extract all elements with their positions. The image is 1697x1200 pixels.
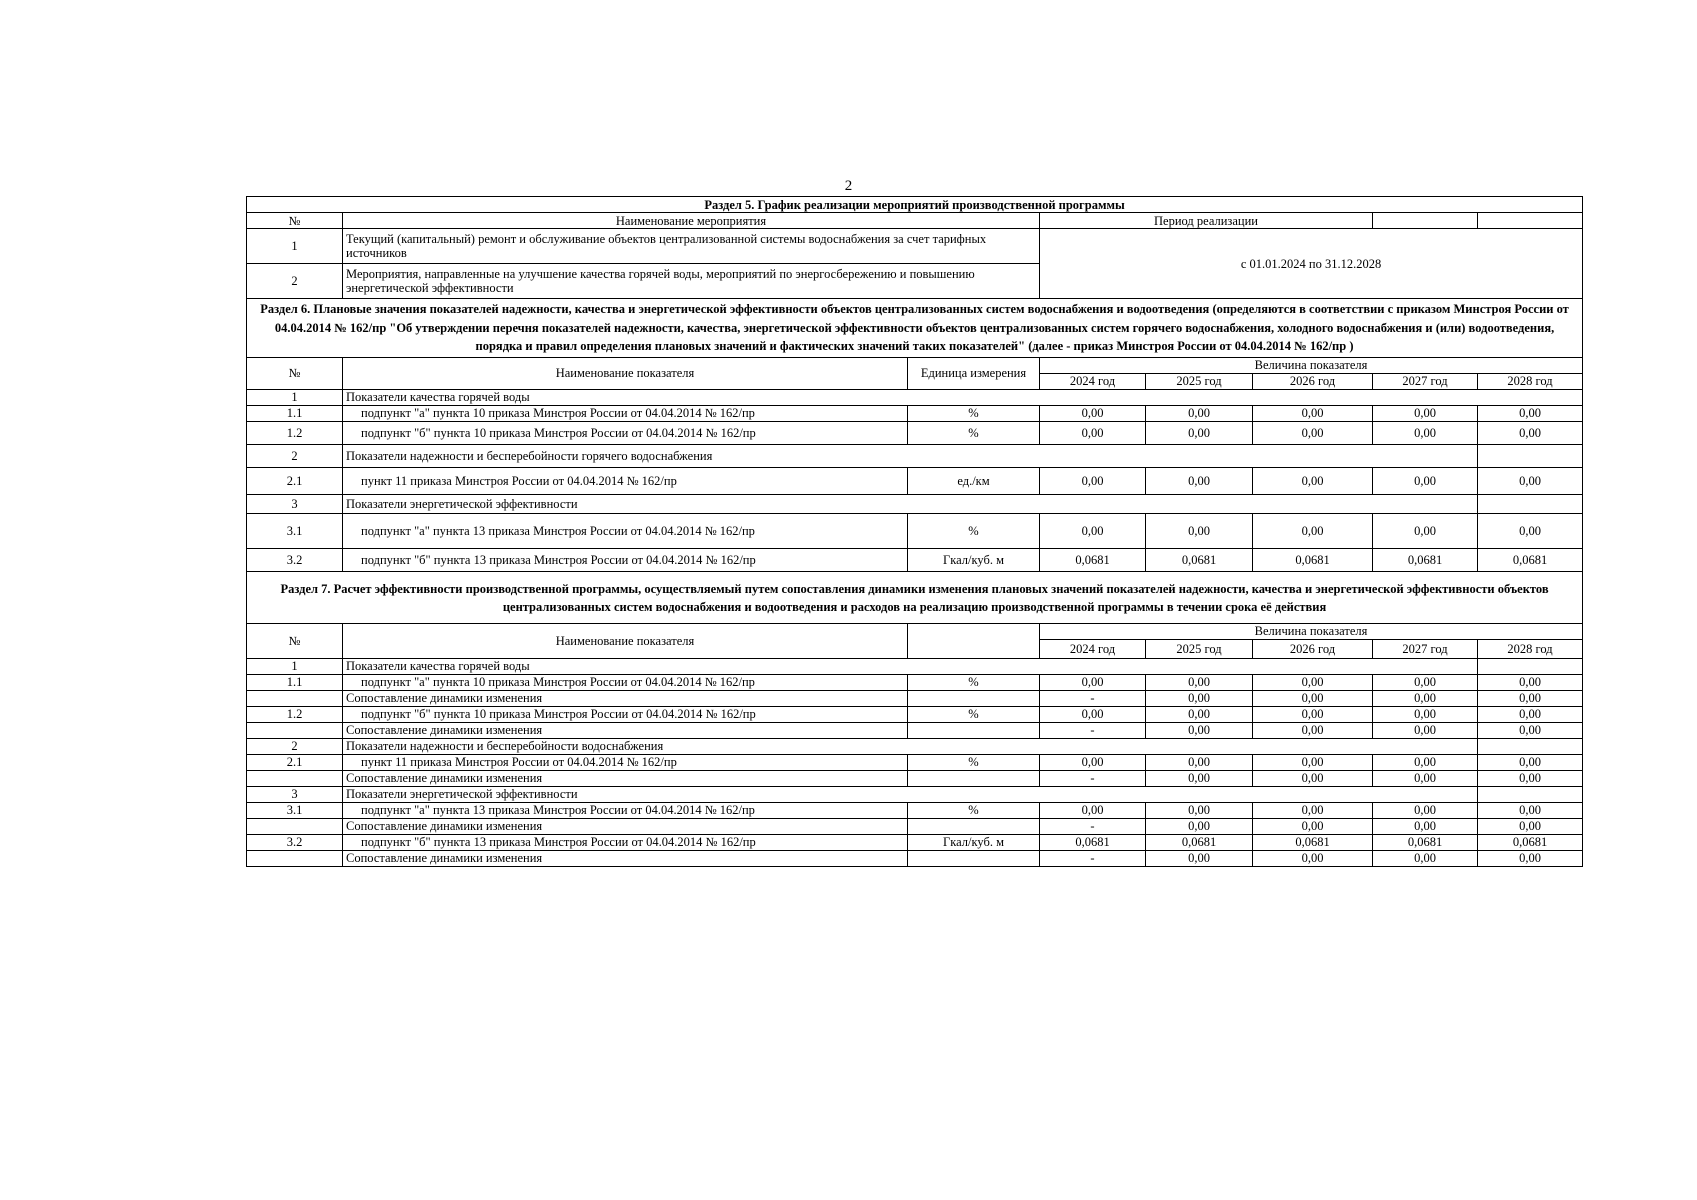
row-num: 3.1 bbox=[247, 802, 343, 818]
dyn-2026: 0,00 bbox=[1253, 818, 1373, 834]
dyn-2028: 0,00 bbox=[1478, 818, 1583, 834]
row-name: подпункт "б" пункта 13 приказа Минстроя России от 04.04.2014 № 162/пр bbox=[343, 834, 908, 850]
section7-row-1-2 bbox=[247, 706, 1583, 722]
section6-header-name: Наименование показателя bbox=[343, 357, 908, 389]
row-num-empty bbox=[247, 850, 343, 866]
dyn-2025: 0,00 bbox=[1146, 850, 1253, 866]
dynamics-label: Сопоставление динамики изменения bbox=[343, 818, 908, 834]
dyn-2027: 0,00 bbox=[1373, 722, 1478, 738]
value-2028: 0,00 bbox=[1478, 674, 1583, 690]
dyn-2026: 0,00 bbox=[1253, 850, 1373, 866]
row-name: пункт 11 приказа Минстроя России от 04.04.2014 № 162/пр bbox=[343, 754, 908, 770]
section6-group-1 bbox=[247, 389, 1583, 405]
value-2024: 0,00 bbox=[1040, 467, 1146, 494]
value-2026: 0,00 bbox=[1253, 405, 1373, 421]
dyn-2026: 0,00 bbox=[1253, 690, 1373, 706]
section7-row-2-1 bbox=[247, 754, 1583, 770]
dyn-2024: - bbox=[1040, 818, 1146, 834]
row-num: 2.1 bbox=[247, 467, 343, 494]
value-2026: 0,0681 bbox=[1253, 834, 1373, 850]
value-2024: 0,00 bbox=[1040, 802, 1146, 818]
row-num: 1.2 bbox=[247, 421, 343, 444]
row-num-empty bbox=[247, 818, 343, 834]
section5-row-num: 1 bbox=[247, 229, 343, 264]
section6-header-row-1 bbox=[247, 357, 1583, 373]
dyn-2025: 0,00 bbox=[1146, 722, 1253, 738]
section5-header-name: Наименование мероприятия bbox=[343, 213, 1040, 229]
row-name: подпункт "б" пункта 10 приказа Минстроя России от 04.04.2014 № 162/пр bbox=[343, 706, 908, 722]
dynamics-label: Сопоставление динамики изменения bbox=[343, 850, 908, 866]
value-2027: 0,00 bbox=[1373, 421, 1478, 444]
section7-row-1-1 bbox=[247, 674, 1583, 690]
dyn-2024: - bbox=[1040, 770, 1146, 786]
section7-header-unit-empty bbox=[908, 623, 1040, 658]
value-2028: 0,0681 bbox=[1478, 548, 1583, 571]
section5-header-period: Период реализации bbox=[1040, 213, 1373, 229]
section6-row-3-1 bbox=[247, 513, 1583, 548]
value-2027: 0,00 bbox=[1373, 513, 1478, 548]
value-2025: 0,0681 bbox=[1146, 834, 1253, 850]
row-unit: % bbox=[908, 405, 1040, 421]
value-2027: 0,0681 bbox=[1373, 834, 1478, 850]
row-unit: % bbox=[908, 421, 1040, 444]
dyn-2027: 0,00 bbox=[1373, 770, 1478, 786]
value-2028: 0,00 bbox=[1478, 405, 1583, 421]
row-num-empty bbox=[247, 690, 343, 706]
value-2027: 0,00 bbox=[1373, 754, 1478, 770]
section5-period-value: с 01.01.2024 по 31.12.2028 bbox=[1040, 229, 1583, 299]
value-2024: 0,00 bbox=[1040, 513, 1146, 548]
section5-row-name: Текущий (капитальный) ремонт и обслуживание объектов централизованной системы водоснабжения за счет тарифных источников bbox=[343, 229, 1040, 264]
value-2024: 0,00 bbox=[1040, 706, 1146, 722]
row-unit: % bbox=[908, 674, 1040, 690]
dynamics-label: Сопоставление динамики изменения bbox=[343, 722, 908, 738]
row-unit: % bbox=[908, 754, 1040, 770]
value-2024: 0,00 bbox=[1040, 674, 1146, 690]
group-empty bbox=[1478, 786, 1583, 802]
section5-header-num: № bbox=[247, 213, 343, 229]
section6-title: Раздел 6. Плановые значения показателей надежности, качества и энергетической эффективности объектов централизованных систем водоснабжения и водоотведения (определяются в соответствии с приказом Минстроя России от 04.04.2014 № 162/пр "Об утверждении перечня показателей надежности, качества, энергетической эффективности объектов централизованных систем горячего водоснабжения, холодного водоснабжения и (или) водоотведения, порядка и правил определения плановых значений и фактических значений таких показателей" (далее - приказ Минстроя России от 04.04.2014 № 162/пр ) bbox=[247, 299, 1583, 358]
row-name: подпункт "а" пункта 13 приказа Минстроя России от 04.04.2014 № 162/пр bbox=[343, 513, 908, 548]
row-unit: % bbox=[908, 513, 1040, 548]
row-num-empty bbox=[247, 722, 343, 738]
value-2027: 0,0681 bbox=[1373, 548, 1478, 571]
group-name: Показатели качества горячей воды bbox=[343, 658, 1478, 674]
value-2026: 0,00 bbox=[1253, 674, 1373, 690]
value-2025: 0,00 bbox=[1146, 467, 1253, 494]
section7-dyn-1-1 bbox=[247, 690, 1583, 706]
value-2026: 0,00 bbox=[1253, 467, 1373, 494]
group-num: 2 bbox=[247, 738, 343, 754]
group-name: Показатели надежности и бесперебойности водоснабжения bbox=[343, 738, 1478, 754]
row-num-empty bbox=[247, 770, 343, 786]
value-2025: 0,00 bbox=[1146, 513, 1253, 548]
row-unit-empty bbox=[908, 690, 1040, 706]
value-2024: 0,0681 bbox=[1040, 548, 1146, 571]
section6-year-2025: 2025 год bbox=[1146, 373, 1253, 389]
section5-title-row bbox=[247, 197, 1583, 213]
value-2025: 0,00 bbox=[1146, 706, 1253, 722]
section7-group-1 bbox=[247, 658, 1583, 674]
group-empty bbox=[1478, 494, 1583, 513]
section6-row-3-2 bbox=[247, 548, 1583, 571]
section7-header-value: Величина показателя bbox=[1040, 623, 1583, 639]
section7-year-2024: 2024 год bbox=[1040, 639, 1146, 658]
value-2028: 0,00 bbox=[1478, 802, 1583, 818]
row-unit: ед./км bbox=[908, 467, 1040, 494]
dyn-2028: 0,00 bbox=[1478, 690, 1583, 706]
section7-row-3-1 bbox=[247, 802, 1583, 818]
row-name: подпункт "а" пункта 13 приказа Минстроя России от 04.04.2014 № 162/пр bbox=[343, 802, 908, 818]
section7-header-row-1 bbox=[247, 623, 1583, 639]
value-2025: 0,00 bbox=[1146, 421, 1253, 444]
section5-header-empty-2 bbox=[1478, 213, 1583, 229]
section6-header-unit: Единица измерения bbox=[908, 357, 1040, 389]
row-unit-empty bbox=[908, 818, 1040, 834]
value-2026: 0,00 bbox=[1253, 754, 1373, 770]
section6-group-3 bbox=[247, 494, 1583, 513]
row-name: подпункт "б" пункта 13 приказа Минстроя России от 04.04.2014 № 162/пр bbox=[343, 548, 908, 571]
section7-row-3-2 bbox=[247, 834, 1583, 850]
value-2028: 0,00 bbox=[1478, 513, 1583, 548]
group-name: Показатели энергетической эффективности bbox=[343, 786, 1478, 802]
value-2027: 0,00 bbox=[1373, 674, 1478, 690]
section7-title: Раздел 7. Расчет эффективности производственной программы, осуществляемый путем сопоставления динамики изменения плановых значений показателей надежности, качества и энергетической эффективности объектов централизованных систем водоснабжения и водоотведения и расходов на реализацию производственной программы в течении срока её действия bbox=[247, 571, 1583, 623]
section6-row-2-1 bbox=[247, 467, 1583, 494]
dyn-2024: - bbox=[1040, 722, 1146, 738]
row-name: пункт 11 приказа Минстроя России от 04.04.2014 № 162/пр bbox=[343, 467, 908, 494]
section6-title-row bbox=[247, 299, 1583, 358]
group-empty bbox=[1478, 658, 1583, 674]
value-2025: 0,0681 bbox=[1146, 548, 1253, 571]
group-num: 2 bbox=[247, 444, 343, 467]
row-unit: Гкал/куб. м bbox=[908, 834, 1040, 850]
section7-dyn-3-2 bbox=[247, 850, 1583, 866]
group-name: Показатели надежности и бесперебойности горячего водоснабжения bbox=[343, 444, 1478, 467]
row-name: подпункт "б" пункта 10 приказа Минстроя России от 04.04.2014 № 162/пр bbox=[343, 421, 908, 444]
row-unit: % bbox=[908, 802, 1040, 818]
dyn-2025: 0,00 bbox=[1146, 818, 1253, 834]
group-name: Показатели энергетической эффективности bbox=[343, 494, 1478, 513]
dyn-2025: 0,00 bbox=[1146, 770, 1253, 786]
row-name: подпункт "а" пункта 10 приказа Минстроя России от 04.04.2014 № 162/пр bbox=[343, 674, 908, 690]
value-2027: 0,00 bbox=[1373, 802, 1478, 818]
value-2026: 0,00 bbox=[1253, 421, 1373, 444]
row-unit: % bbox=[908, 706, 1040, 722]
dyn-2024: - bbox=[1040, 850, 1146, 866]
value-2028: 0,00 bbox=[1478, 754, 1583, 770]
value-2028: 0,0681 bbox=[1478, 834, 1583, 850]
section7-year-2025: 2025 год bbox=[1146, 639, 1253, 658]
row-name: подпункт "а" пункта 10 приказа Минстроя России от 04.04.2014 № 162/пр bbox=[343, 405, 908, 421]
row-unit-empty bbox=[908, 850, 1040, 866]
section7-group-3 bbox=[247, 786, 1583, 802]
dyn-2028: 0,00 bbox=[1478, 850, 1583, 866]
section5-row-name: Мероприятия, направленные на улучшение качества горячей воды, мероприятий по энергосбережению и повышению энергетической эффективности bbox=[343, 264, 1040, 299]
section6-year-2026: 2026 год bbox=[1253, 373, 1373, 389]
row-num: 3.2 bbox=[247, 548, 343, 571]
row-num: 1.1 bbox=[247, 405, 343, 421]
section5-header-empty-1 bbox=[1373, 213, 1478, 229]
section6-year-2027: 2027 год bbox=[1373, 373, 1478, 389]
dyn-2025: 0,00 bbox=[1146, 690, 1253, 706]
row-unit: Гкал/куб. м bbox=[908, 548, 1040, 571]
value-2026: 0,00 bbox=[1253, 706, 1373, 722]
section5-row-num: 2 bbox=[247, 264, 343, 299]
value-2026: 0,0681 bbox=[1253, 548, 1373, 571]
dyn-2027: 0,00 bbox=[1373, 850, 1478, 866]
section7-year-2027: 2027 год bbox=[1373, 639, 1478, 658]
value-2025: 0,00 bbox=[1146, 674, 1253, 690]
section5-title: Раздел 5. График реализации мероприятий производственной программы bbox=[247, 197, 1583, 213]
section5-row-1 bbox=[247, 229, 1583, 264]
section6-year-2028: 2028 год bbox=[1478, 373, 1583, 389]
section7-dyn-1-2 bbox=[247, 722, 1583, 738]
section6-row-1-1 bbox=[247, 405, 1583, 421]
group-empty bbox=[1478, 444, 1583, 467]
group-empty bbox=[1478, 738, 1583, 754]
value-2025: 0,00 bbox=[1146, 405, 1253, 421]
section7-header-name: Наименование показателя bbox=[343, 623, 908, 658]
section6-group-2 bbox=[247, 444, 1583, 467]
dynamics-label: Сопоставление динамики изменения bbox=[343, 770, 908, 786]
row-unit-empty bbox=[908, 770, 1040, 786]
group-num: 1 bbox=[247, 389, 343, 405]
group-num: 1 bbox=[247, 658, 343, 674]
dyn-2026: 0,00 bbox=[1253, 722, 1373, 738]
section7-header-num: № bbox=[247, 623, 343, 658]
value-2024: 0,00 bbox=[1040, 421, 1146, 444]
row-num: 1.1 bbox=[247, 674, 343, 690]
section7-year-2028: 2028 год bbox=[1478, 639, 1583, 658]
dyn-2027: 0,00 bbox=[1373, 690, 1478, 706]
dyn-2027: 0,00 bbox=[1373, 818, 1478, 834]
value-2025: 0,00 bbox=[1146, 754, 1253, 770]
value-2028: 0,00 bbox=[1478, 706, 1583, 722]
row-num: 3.1 bbox=[247, 513, 343, 548]
section7-group-2 bbox=[247, 738, 1583, 754]
value-2027: 0,00 bbox=[1373, 706, 1478, 722]
group-name: Показатели качества горячей воды bbox=[343, 389, 1583, 405]
section5-header-row bbox=[247, 213, 1583, 229]
value-2024: 0,00 bbox=[1040, 754, 1146, 770]
row-unit-empty bbox=[908, 722, 1040, 738]
value-2026: 0,00 bbox=[1253, 802, 1373, 818]
section7-title-row bbox=[247, 571, 1583, 623]
group-num: 3 bbox=[247, 494, 343, 513]
value-2025: 0,00 bbox=[1146, 802, 1253, 818]
dyn-2024: - bbox=[1040, 690, 1146, 706]
group-num: 3 bbox=[247, 786, 343, 802]
value-2024: 0,00 bbox=[1040, 405, 1146, 421]
row-num: 2.1 bbox=[247, 754, 343, 770]
main-table bbox=[246, 196, 1583, 867]
section6-row-1-2 bbox=[247, 421, 1583, 444]
dyn-2028: 0,00 bbox=[1478, 722, 1583, 738]
dyn-2026: 0,00 bbox=[1253, 770, 1373, 786]
section6-year-2024: 2024 год bbox=[1040, 373, 1146, 389]
section7-dyn-2-1 bbox=[247, 770, 1583, 786]
row-num: 3.2 bbox=[247, 834, 343, 850]
value-2027: 0,00 bbox=[1373, 405, 1478, 421]
dyn-2028: 0,00 bbox=[1478, 770, 1583, 786]
row-num: 1.2 bbox=[247, 706, 343, 722]
page-number: 2 bbox=[844, 178, 853, 194]
dynamics-label: Сопоставление динамики изменения bbox=[343, 690, 908, 706]
value-2027: 0,00 bbox=[1373, 467, 1478, 494]
value-2028: 0,00 bbox=[1478, 421, 1583, 444]
value-2026: 0,00 bbox=[1253, 513, 1373, 548]
document-body bbox=[246, 196, 1582, 867]
section7-dyn-3-1 bbox=[247, 818, 1583, 834]
section7-year-2026: 2026 год bbox=[1253, 639, 1373, 658]
value-2024: 0,0681 bbox=[1040, 834, 1146, 850]
section6-header-value: Величина показателя bbox=[1040, 357, 1583, 373]
value-2028: 0,00 bbox=[1478, 467, 1583, 494]
section6-header-num: № bbox=[247, 357, 343, 389]
